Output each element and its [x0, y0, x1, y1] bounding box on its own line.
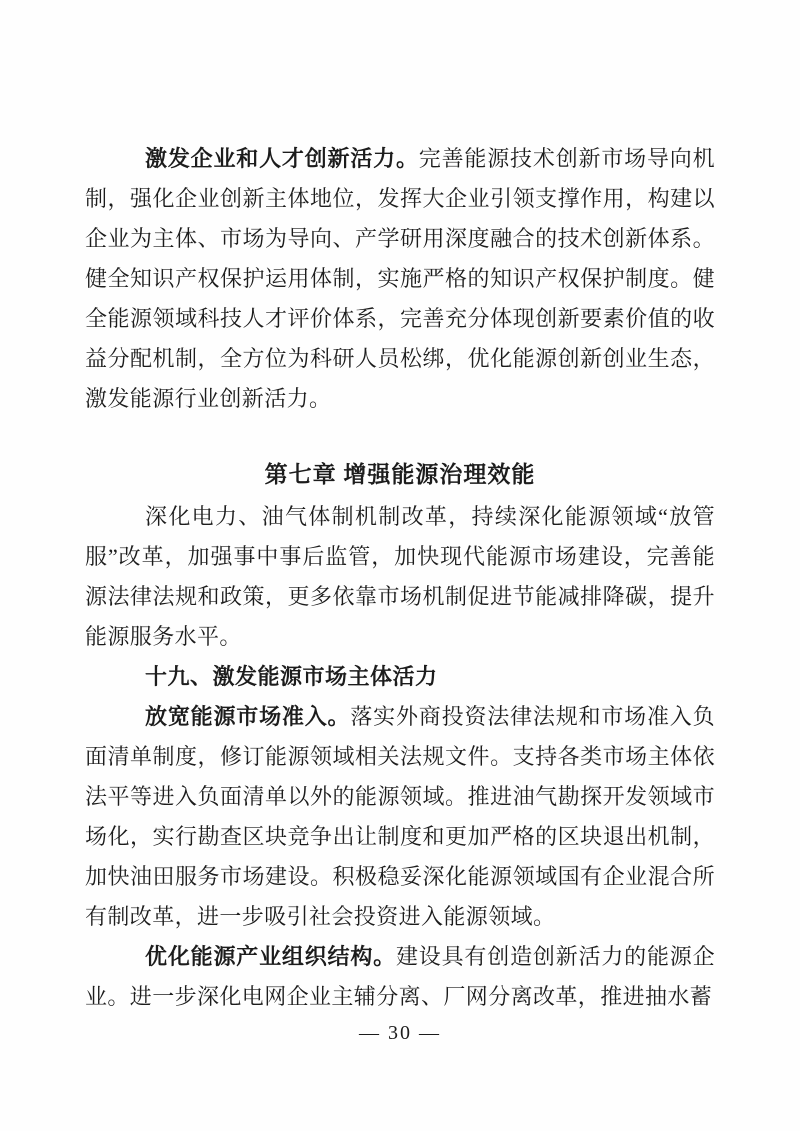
- paragraph-text-innovation-vitality: 完善能源技术创新市场导向机制，强化企业创新主体地位，发挥大企业引领支撑作用，构建以企业为主体、市场为导向、产学研用深度融合的技术创新体系。健全知识产权保护运用体制，实施严格的知识产权保护制度。健全能源领域科技人才评价体系，完善充分体现创新要素价值的收益分配机制，全方位为科研人员松绑，优化能源创新创业生态，激发能源行业创新活力。: [85, 146, 715, 411]
- paragraph-lead-market-access: 放宽能源市场准入。: [145, 704, 351, 729]
- paragraph-text-governance-intro: 深化电力、油气体制机制改革，持续深化能源领域“放管服”改革，加强事中事后监管，加快现代能源市场建设，完善能源法律法规和政策，更多依靠市场机制促进节能减排降碳，提升能源服务水平。: [85, 504, 715, 649]
- page-number: — 30 —: [359, 1022, 441, 1044]
- paragraph-text-market-access: 落实外商投资法律法规和市场准入负面清单制度，修订能源领域相关法规文件。支持各类市场主体依法平等进入负面清单以外的能源领域。推进油气勘探开发领域市场化，实行勘查区块竞争出让制度和更加严格的区块退出机制，加快油田服务市场建设。积极稳妥深化能源领域国有企业混合所有制改革，进一步吸引社会投资进入能源领域。: [85, 704, 716, 929]
- paragraph-lead-industry-structure: 优化能源产业组织结构。: [145, 944, 396, 969]
- paragraph-innovation-vitality: [85, 139, 715, 419]
- section-heading: 十九、激发能源市场主体活力: [145, 664, 438, 689]
- chapter-heading: 第七章 增强能源治理效能: [264, 462, 536, 487]
- paragraph-lead-innovation-vitality: 激发企业和人才创新活力。: [145, 146, 419, 171]
- paragraph-governance-intro: [85, 497, 715, 657]
- paragraph-industry-structure: [85, 937, 715, 1017]
- paragraph-market-access: [85, 697, 715, 937]
- paragraph-text-industry-structure: 建设具有创造创新活力的能源企业。进一步深化电网企业主辅分离、厂网分离改革，推进抽水蓄: [85, 944, 715, 1009]
